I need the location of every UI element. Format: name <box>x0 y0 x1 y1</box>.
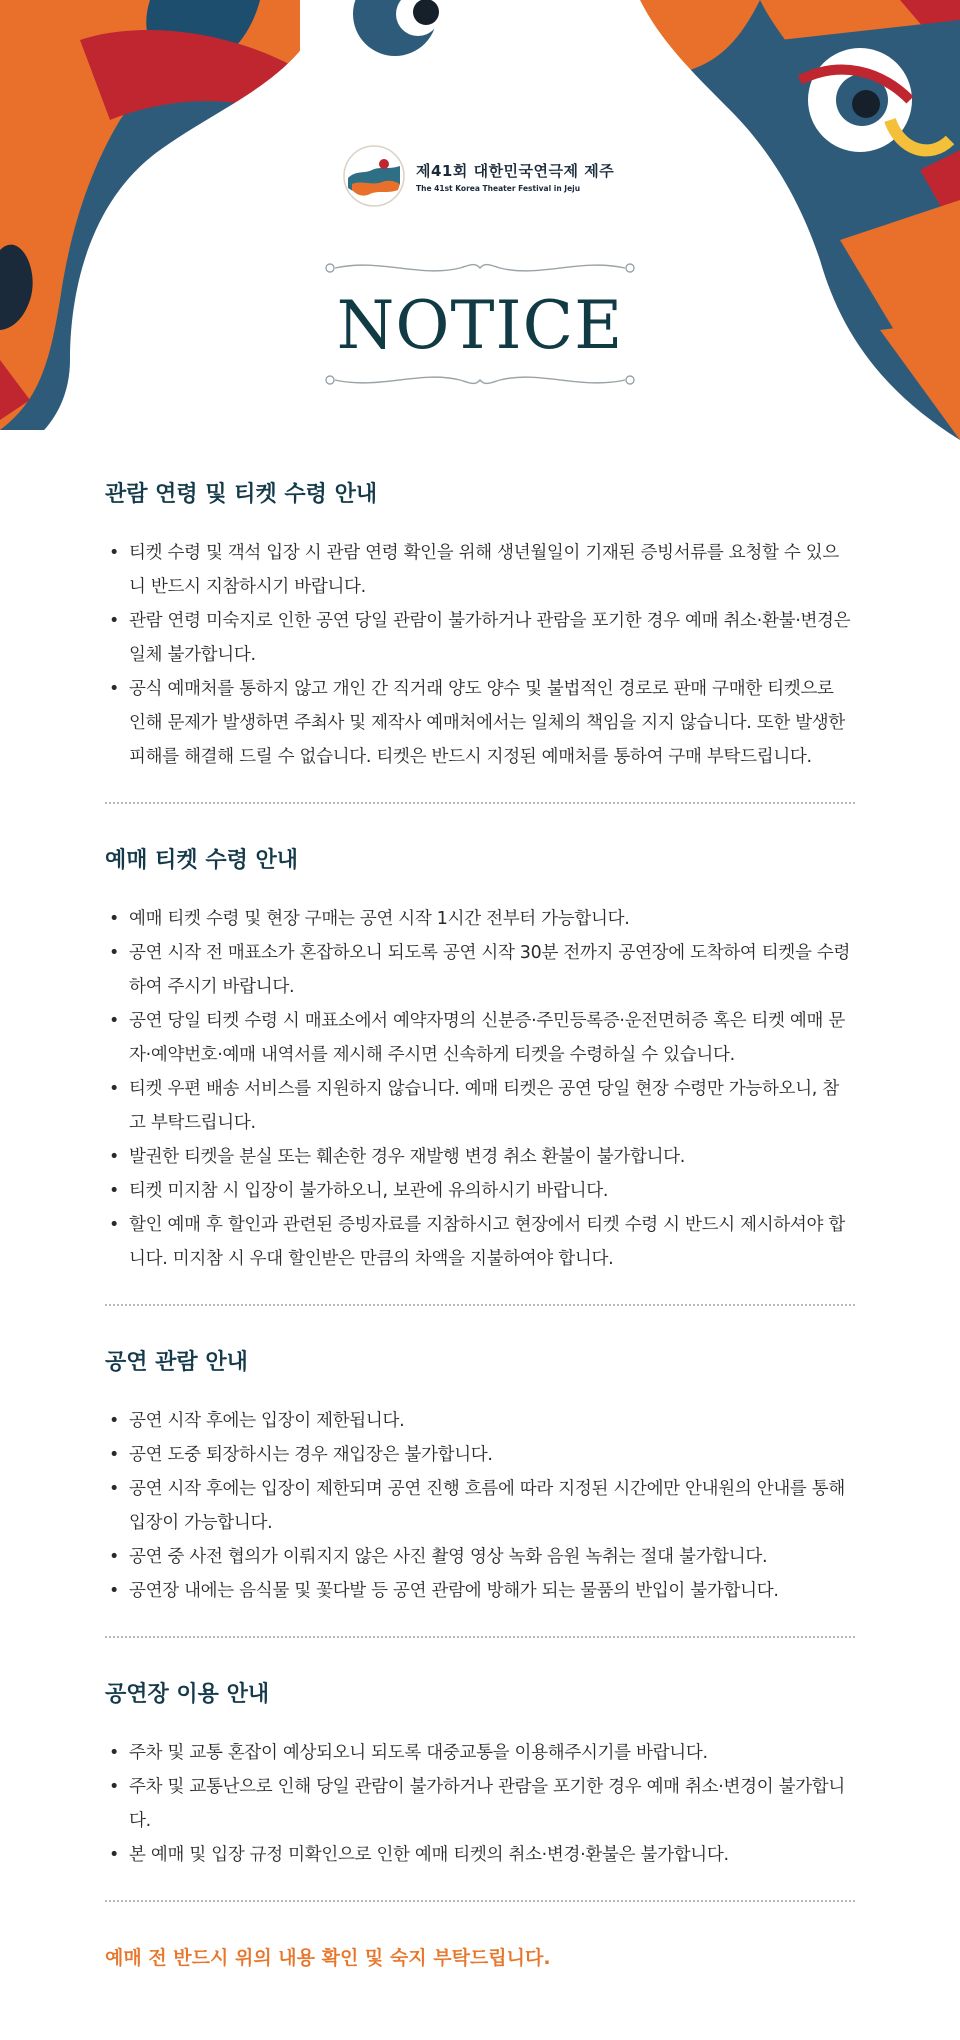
section-venue-guide <box>105 1680 855 1872</box>
notice-list <box>105 902 855 1276</box>
festival-emblem-icon <box>342 144 406 208</box>
list-item: • 공연 중 사전 협의가 이뤄지지 않은 사진 촬영 영상 녹화 음원 녹취는 절대 불가합니다. <box>105 1540 855 1574</box>
list-item: • 공연 도중 퇴장하시는 경우 재입장은 불가합니다. <box>105 1438 855 1472</box>
list-item: • 본 예매 및 입장 규정 미확인으로 인한 예매 티켓의 취소·변경·환불은 불가합니다. <box>105 1838 855 1872</box>
festival-name-korean: 제41회 대한민국연극제 제주 <box>416 161 615 180</box>
festival-name-english: The 41st Korea Theater Festival in Jeju <box>416 183 581 193</box>
notice-list <box>105 536 855 774</box>
section-title: 예매 티켓 수령 안내 <box>105 848 298 873</box>
list-item: • 공연 시작 전 매표소가 혼잡하오니 되도록 공연 시작 30분 전까지 공연장에 도착하여 티켓을 수령하여 주시기 바랍니다. <box>105 936 855 1004</box>
section-title: 공연 관람 안내 <box>105 1350 248 1375</box>
section-age-ticket <box>105 480 855 774</box>
list-item: • 티켓 수령 및 객석 입장 시 관람 연령 확인을 위해 생년월일이 기재된 증빙서류를 요청할 수 있으니 반드시 지참하시기 바랍니다. <box>105 536 855 604</box>
list-item: • 티켓 우편 배송 서비스를 지원하지 않습니다. 예매 티켓은 공연 당일 현장 수령만 가능하오니, 참고 부탁드립니다. <box>105 1072 855 1140</box>
list-item: • 발권한 티켓을 분실 또는 훼손한 경우 재발행 변경 취소 환불이 불가합니다. <box>105 1140 855 1174</box>
notice-list <box>105 1736 855 1872</box>
notice-header <box>325 255 635 395</box>
list-item: • 예매 티켓 수령 및 현장 구매는 공연 시작 1시간 전부터 가능합니다. <box>105 902 855 936</box>
list-item: • 주차 및 교통난으로 인해 당일 관람이 불가하거나 관람을 포기한 경우 예매 취소·변경이 불가합니다. <box>105 1770 855 1838</box>
section-ticket-pickup <box>105 846 855 1276</box>
list-item: • 공연 당일 티켓 수령 시 매표소에서 예약자명의 신분증·주민등록증·운전면허증 혹은 티켓 예매 문자·예약번호·예매 내역서를 제시해 주시면 신속하게 티켓을 수령하실 수 있습니다. <box>105 1004 855 1072</box>
list-item: • 공연장 내에는 음식물 및 꽃다발 등 공연 관람에 방해가 되는 물품의 반입이 불가합니다. <box>105 1574 855 1608</box>
list-item: • 티켓 미지참 시 입장이 불가하오니, 보관에 유의하시기 바랍니다. <box>105 1174 855 1208</box>
closing-message: 예매 전 반드시 위의 내용 확인 및 숙지 부탁드립니다. <box>105 1947 551 1969</box>
list-item: • 공연 시작 후에는 입장이 제한됩니다. <box>105 1404 855 1438</box>
notice-content <box>105 480 855 1991</box>
list-item: • 공연 시작 후에는 입장이 제한되며 공연 진행 흐름에 따라 지정된 시간에만 안내원의 안내를 통해 입장이 가능합니다. <box>105 1472 855 1540</box>
section-divider <box>105 1304 855 1306</box>
notice-list <box>105 1404 855 1608</box>
list-item: • 할인 예매 후 할인과 관련된 증빙자료를 지참하시고 현장에서 티켓 수령 시 반드시 제시하셔야 합니다. 미지참 시 우대 할인받은 만큼의 차액을 지불하여야 합니다. <box>105 1208 855 1276</box>
list-item: • 공식 예매처를 통하지 않고 개인 간 직거래 양도 양수 및 불법적인 경로로 판매 구매한 티켓으로 인해 문제가 발생하면 주최사 및 제작사 예매처에서는 일체의 책임을 지지 않습니다. 또한 발생한 피해를 해결해 드릴 수 없습니다. 티켓은 반드시 지정된 예매처를 통하여 구매 부탁드립니다. <box>105 672 855 774</box>
section-title: 공연장 이용 안내 <box>105 1682 270 1707</box>
page-title: NOTICE <box>336 287 624 364</box>
festival-logo <box>342 144 614 208</box>
section-viewing-guide <box>105 1348 855 1608</box>
list-item: • 관람 연령 미숙지로 인한 공연 당일 관람이 불가하거나 관람을 포기한 경우 예매 취소·환불·변경은 일체 불가합니다. <box>105 604 855 672</box>
section-divider <box>105 1900 855 1902</box>
section-divider <box>105 1636 855 1638</box>
section-title: 관람 연령 및 티켓 수령 안내 <box>105 482 378 507</box>
list-item: • 주차 및 교통 혼잡이 예상되오니 되도록 대중교통을 이용해주시기를 바랍니다. <box>105 1736 855 1770</box>
section-divider <box>105 802 855 804</box>
